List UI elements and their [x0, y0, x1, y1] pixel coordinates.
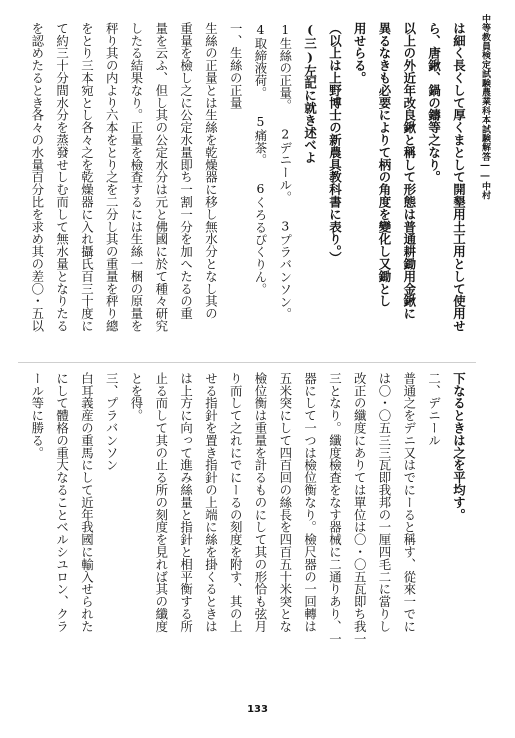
text-column: 量を云ふ、但し其の公定水分は元と佛國に於て種々研究	[153, 22, 169, 332]
text-column: 4取締液荷。 5痛茶。 6くろるぴくりん。	[253, 22, 268, 296]
text-column: ール等に勝る。	[29, 372, 45, 459]
text-column: せる指針を置き指針の上端に絲を掛くるときは	[203, 372, 219, 633]
text-column: は細く長くして厚くまとして開墾用土工用として使用せ	[451, 22, 467, 332]
text-column: 下なるときは之を平均す。	[451, 372, 467, 521]
text-column: （以上は上野博士の新農具教科書に表り。）	[327, 22, 343, 264]
text-column: 秤り其の内より六本をとり之を二分し其の重量を秤り總	[104, 22, 120, 332]
text-column: 1生絲の正量。 2デニール。 3プラバンソン。	[277, 22, 293, 321]
text-column: 檢位衡は重量を計るものにして其の形恰も弦月	[253, 372, 268, 633]
text-column: を認めたるとき各々の水量百分比を求め其の差〇・五以	[29, 22, 45, 332]
text-column: とを得。	[129, 372, 144, 422]
text-column: 改正の纖度にありては單位は〇・〇五瓦即ち我一	[352, 372, 368, 645]
text-column: り而して之れにでにーるの刻度を附す、其の上	[228, 372, 244, 633]
page-number: 133	[247, 704, 268, 715]
text-column: 異るなきも必要によりて柄の角度を變化し又鋤とし	[377, 22, 392, 308]
running-header: 中等教員検定試験農業科本試験解答――中村	[480, 14, 490, 200]
text-column: 白耳義産の重馬にして近年我國に輸入せられた	[79, 372, 95, 633]
text-column: 三となり。纖度檢査をなす器械に二通りあり、一	[327, 372, 343, 645]
text-column: 以上の外近年改良鍬と稱して形態は普通耕鋤用金鍬に	[401, 22, 417, 320]
text-column: は上方に向って進み絲量と指針と相平衡する所	[178, 372, 194, 633]
text-column: 普通之をデニ又はでにーると稱す、從來一でに	[401, 372, 417, 633]
text-column: (三)左記に就き述べよ	[302, 22, 318, 164]
text-column: 重量を檢し之に公定水量即ち一割一分を加へたるの重	[178, 22, 194, 320]
text-column: 用せらる。	[352, 22, 368, 84]
text-column: ら、唐鍬、鍋の鑄等之なり。	[426, 22, 442, 184]
text-column: 五米突にして四百回の絲長を四百五十米突とな	[277, 372, 293, 633]
text-column: 三、プラバンソン	[104, 372, 120, 472]
text-column: 止る而して其の止る所の刻度を見れば其の纖度	[153, 372, 169, 633]
section-divider	[18, 362, 476, 363]
text-column: したる結果なり。正量を檢査するには生絲一梱の原量を	[129, 22, 144, 332]
text-column: 二、デニール	[426, 372, 442, 447]
text-column: は〇・〇五三三瓦即我邦の一厘四毛二に當りし	[377, 372, 392, 633]
text-column: て約三十分間水分を蒸發せしむ而して無水量となりたる	[54, 22, 70, 332]
text-column: 一、生絲の正量	[228, 22, 244, 109]
text-column: 器にして一つは檢位衡なり。檢尺器の一回轉は	[302, 372, 318, 633]
text-column: にして體格の重大なることベルシユロン、クラ	[54, 372, 70, 633]
text-column: をとり三本宛とし各々之を乾燥器に入れ攝氏百三十度に	[79, 22, 95, 332]
text-column: 生絲の正量とは生絲を乾燥器に移し無水分となし其の	[203, 22, 219, 320]
